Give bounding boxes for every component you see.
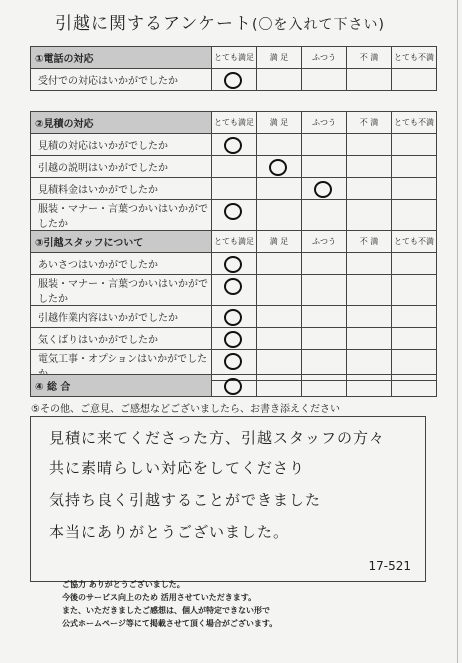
selected-circle — [224, 137, 242, 154]
title-sub: (〇を入れて下さい) — [251, 17, 385, 33]
footer-line: ご協力 ありがとうございました。 — [62, 580, 185, 589]
rating-column-header: とても満足 — [212, 231, 257, 253]
rating-cell[interactable] — [392, 275, 437, 306]
rating-cell[interactable] — [212, 156, 257, 178]
rating-cell[interactable] — [212, 134, 257, 156]
rating-cell[interactable] — [392, 253, 437, 275]
rating-table — [30, 230, 437, 381]
rating-cell[interactable] — [392, 156, 437, 178]
rating-column-header: 不 満 — [347, 47, 392, 69]
rating-cell[interactable] — [212, 200, 257, 231]
rating-cell[interactable] — [257, 134, 302, 156]
question-row — [31, 156, 437, 178]
rating-cell[interactable] — [302, 69, 347, 91]
rating-cell[interactable] — [257, 328, 302, 350]
rating-cell[interactable] — [212, 275, 257, 306]
rating-cell[interactable] — [347, 253, 392, 275]
rating-column-header: 満 足 — [257, 47, 302, 69]
rating-column-header — [392, 375, 437, 397]
question-row — [31, 200, 437, 231]
rating-cell[interactable] — [347, 69, 392, 91]
footer-line: また、いただきましたご感想は、個人が特定できない形で — [62, 606, 270, 615]
comment-line: 本当にありがとうございました。 — [49, 523, 290, 541]
survey-title — [55, 9, 435, 34]
selected-circle — [314, 181, 332, 198]
question-label: 引越の説明はいかがでしたか — [31, 156, 212, 178]
footer-note — [62, 578, 277, 630]
rating-cell[interactable] — [302, 253, 347, 275]
rating-column-header: 満 足 — [257, 231, 302, 253]
question-row — [31, 69, 437, 91]
rating-column-header — [347, 375, 392, 397]
page-edge — [457, 0, 458, 663]
rating-cell[interactable] — [392, 328, 437, 350]
rating-cell[interactable] — [392, 306, 437, 328]
question-row — [31, 275, 437, 306]
section-heading: ③引越スタッフについて — [31, 231, 212, 253]
rating-cell[interactable] — [302, 275, 347, 306]
rating-cell[interactable] — [212, 253, 257, 275]
question-label: あいさつはいかがでしたか — [31, 253, 212, 275]
rating-column-header: ふつう — [302, 47, 347, 69]
rating-cell[interactable] — [212, 306, 257, 328]
rating-cell[interactable] — [392, 69, 437, 91]
rating-column-header: 満 足 — [257, 112, 302, 134]
footer-line: 今後のサービス向上のため 活用させていただきます。 — [62, 593, 257, 602]
rating-cell[interactable] — [257, 69, 302, 91]
rating-cell[interactable] — [347, 328, 392, 350]
comments-box — [30, 416, 426, 582]
rating-cell[interactable] — [257, 306, 302, 328]
rating-cell[interactable] — [347, 200, 392, 231]
rating-cell[interactable] — [212, 178, 257, 200]
rating-cell[interactable] — [392, 178, 437, 200]
rating-column-header: ふつう — [302, 231, 347, 253]
section-heading: ②見積の対応 — [31, 112, 212, 134]
rating-cell[interactable] — [347, 134, 392, 156]
rating-column-header: とても不満 — [392, 112, 437, 134]
rating-table — [30, 111, 437, 231]
question-row — [31, 328, 437, 350]
selected-circle — [224, 353, 242, 370]
rating-column-header — [302, 375, 347, 397]
rating-cell[interactable] — [257, 253, 302, 275]
question-row — [31, 178, 437, 200]
selected-circle — [224, 256, 242, 273]
comment-line: 気持ち良く引越することができました — [49, 491, 322, 509]
question-label: 電気工事・オプションはいかがでした — [31, 350, 212, 381]
rating-column-header: 不 満 — [347, 231, 392, 253]
title-main: 引越に関するアンケート — [55, 14, 252, 34]
selected-circle — [224, 309, 242, 326]
rating-column-header: 不 満 — [347, 112, 392, 134]
rating-cell[interactable] — [302, 178, 347, 200]
selected-circle — [224, 203, 242, 220]
rating-column-header: とても満足 — [212, 47, 257, 69]
rating-cell[interactable] — [257, 275, 302, 306]
selected-circle — [224, 378, 242, 395]
rating-cell[interactable] — [302, 156, 347, 178]
rating-column-header: とても満足 — [212, 112, 257, 134]
comment-line: 見積に来てくださった方、引越スタッフの方々 — [49, 429, 386, 447]
rating-table — [30, 374, 437, 397]
rating-column-header — [212, 375, 257, 397]
question-label: 服装・マナー・言葉つかいはいかがでしたか — [31, 275, 212, 306]
question-row — [31, 253, 437, 275]
selected-circle — [224, 278, 242, 295]
rating-column-header — [257, 375, 302, 397]
rating-cell[interactable] — [392, 134, 437, 156]
rating-cell[interactable] — [347, 178, 392, 200]
rating-cell[interactable] — [347, 275, 392, 306]
rating-cell[interactable] — [257, 156, 302, 178]
rating-cell[interactable] — [212, 328, 257, 350]
rating-column-header: とても不満 — [392, 47, 437, 69]
rating-cell[interactable] — [302, 200, 347, 231]
rating-cell[interactable] — [302, 306, 347, 328]
rating-column-header: とても不満 — [392, 231, 437, 253]
comments-heading: ⑤その他、ご意見、ご感想などございましたら、お書き添えください — [31, 404, 340, 415]
rating-table — [30, 46, 437, 91]
footer-line: 公式ホームページ等にて掲載させて頂く場合がございます。 — [62, 619, 278, 628]
rating-cell[interactable] — [257, 200, 302, 231]
question-label: 気くばりはいかがでしたか — [31, 328, 212, 350]
question-label: 見積の対応はいかがでしたか — [31, 134, 212, 156]
selected-circle — [269, 159, 287, 176]
survey-code: 17-521 — [368, 559, 411, 573]
rating-cell[interactable] — [347, 156, 392, 178]
question-label: 受付での対応はいかがでしたか — [31, 69, 212, 91]
question-label: 服装・マナー・言葉つかいはいかがでしたか — [31, 200, 212, 231]
rating-cell[interactable] — [257, 178, 302, 200]
rating-column-header: ふつう — [302, 112, 347, 134]
selected-circle — [224, 72, 242, 89]
rating-cell[interactable] — [302, 328, 347, 350]
rating-cell[interactable] — [347, 306, 392, 328]
section-heading: ①電話の対応 — [31, 47, 212, 69]
question-row — [31, 134, 437, 156]
selected-circle — [224, 331, 242, 348]
rating-cell[interactable] — [302, 134, 347, 156]
rating-cell[interactable] — [212, 69, 257, 91]
comment-line: 共に素晴らしい対応をしてくださり — [49, 459, 306, 477]
rating-cell[interactable] — [392, 200, 437, 231]
question-row — [31, 306, 437, 328]
question-label: 見積料金はいかがでしたか — [31, 178, 212, 200]
section-heading: ④ 総 合 — [31, 375, 212, 397]
question-label: 引越作業内容はいかがでしたか — [31, 306, 212, 328]
